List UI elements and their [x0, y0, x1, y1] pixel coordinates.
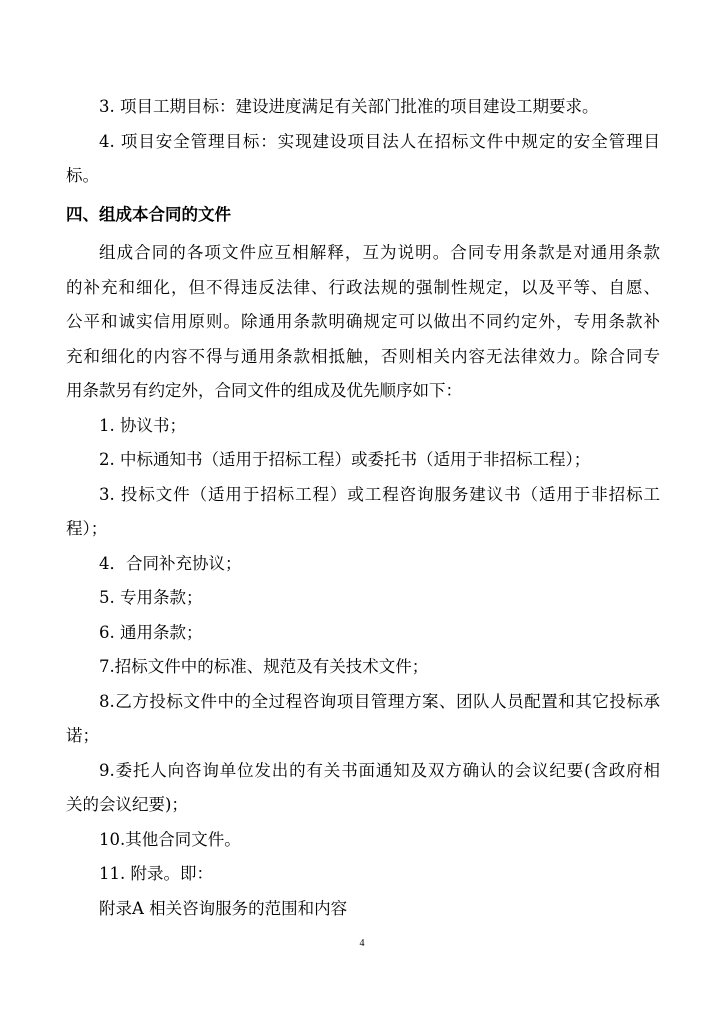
list-item-2: 2. 中标通知书（适用于招标工程）或委托书（适用于非招标工程）；	[99, 450, 591, 469]
list-item-11: 11. 附录。即：	[99, 864, 213, 883]
intro-line-1: 组成合同的各项文件应互相解释，互为说明。合同专用条款是对通用条款	[99, 243, 660, 262]
list-item-3-line-2: 程）；	[66, 519, 108, 538]
list-item-6: 6. 通用条款；	[99, 622, 203, 642]
intro-line-5: 用条款另有约定外，合同文件的组成及优先顺序如下：	[66, 381, 462, 400]
list-item-9-line-1: 9.委托人向咨询单位发出的有关书面通知及双方确认的会议纪要(含政府相	[99, 760, 660, 780]
list-item-7: 7.招标文件中的标准、规范及有关技术文件；	[99, 657, 429, 676]
section-heading: 四、组成本合同的文件	[66, 204, 231, 224]
appendix-a-item: 附录A 相关咨询服务的范围和内容	[99, 898, 348, 918]
list-item-9-line-2: 关的会议纪要)；	[66, 795, 188, 814]
paragraph-safety-goal-line-1: 4. 项目安全管理目标：实现建设项目法人在招标文件中规定的安全管理目	[99, 131, 660, 151]
intro-line-3: 公平和诚实信用原则。除通用条款明确规定可以做出不同约定外，专用条款补	[66, 312, 660, 331]
paragraph-schedule-goal: 3. 项目工期目标：建设进度满足有关部门批准的项目建设工期要求。	[99, 97, 599, 116]
list-item-8-line-2: 诺；	[66, 726, 99, 745]
list-item-10: 10.其他合同文件。	[99, 829, 241, 849]
intro-line-2: 的补充和细化，但不得违反法律、行政法规的强制性规定，以及平等、自愿、	[66, 277, 660, 297]
intro-line-4: 充和细化的内容不得与通用条款相抵触，否则相关内容无法律效力。除合同专	[66, 346, 660, 366]
document-page	[66, 90, 660, 926]
list-item-5: 5. 专用条款；	[99, 588, 203, 607]
list-item-8-line-1: 8.乙方投标文件中的全过程咨询项目管理方案、团队人员配置和其它投标承	[99, 691, 660, 711]
list-item-3-line-1: 3. 投标文件（适用于招标工程）或工程咨询服务建议书（适用于非招标工	[99, 484, 660, 504]
page-number: 4	[359, 938, 365, 949]
paragraph-safety-goal-line-2: 标。	[66, 166, 99, 185]
list-item-4: 4．合同补充协议；	[99, 553, 242, 573]
list-item-1: 1. 协议书；	[99, 415, 186, 435]
